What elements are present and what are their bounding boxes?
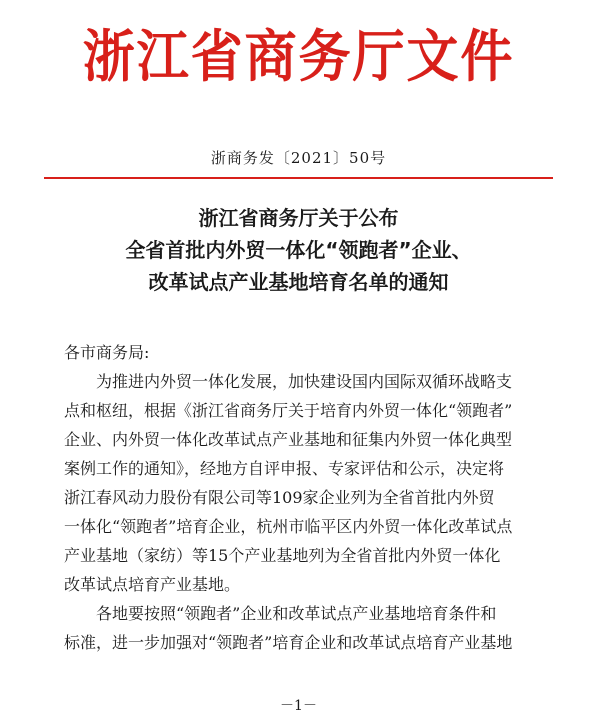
- masthead-title: 浙江省商务厅文件: [82, 25, 515, 90]
- paragraph-1-line: 改革试点培育产业基地。: [64, 575, 241, 594]
- paragraph-2: [64, 599, 542, 657]
- salutation: 各市商务局:: [64, 343, 150, 362]
- paragraph-1-line: 为推进内外贸一体化发展，加快建设国内国际双循环战略支: [96, 372, 513, 391]
- notice-body: [64, 338, 542, 657]
- document-number: 浙商务发〔2021〕50号: [210, 149, 387, 167]
- paragraph-1: [64, 367, 542, 599]
- paragraph-1-line: 产业基地（家纺）等15个产业基地列为全省首批内外贸一体化: [64, 546, 501, 565]
- paragraph-1-line: 一体化“领跑者”培育企业，杭州市临平区内外贸一体化改革试点: [64, 517, 513, 536]
- title-line-2: 全省首批内外贸一体化“领跑者”企业、: [125, 238, 472, 262]
- red-divider-rule: [44, 177, 553, 179]
- paragraph-1-line: 浙江春风动力股份有限公司等109家企业列为全省首批内外贸: [64, 488, 495, 507]
- title-line-3: 改革试点产业基地培育名单的通知: [148, 270, 449, 294]
- notice-title: [0, 202, 597, 298]
- paragraph-1-line: 案例工作的通知》，经地方自评申报、专家评估和公示，决定将: [64, 459, 505, 478]
- paragraph-2-line: 各地要按照“领跑者”企业和改革试点产业基地培育条件和: [96, 604, 497, 623]
- paragraph-1-line: 企业、内外贸一体化改革试点产业基地和征集内外贸一体化典型: [64, 430, 513, 449]
- page-number: －1－: [280, 698, 317, 714]
- paragraph-2-line: 标准，进一步加强对“领跑者”培育企业和改革试点培育产业基地: [64, 633, 513, 652]
- title-line-1: 浙江省商务厅关于公布: [198, 206, 399, 230]
- paragraph-1-line: 点和枢纽，根据《浙江省商务厅关于培育内外贸一体化“领跑者”: [64, 401, 513, 420]
